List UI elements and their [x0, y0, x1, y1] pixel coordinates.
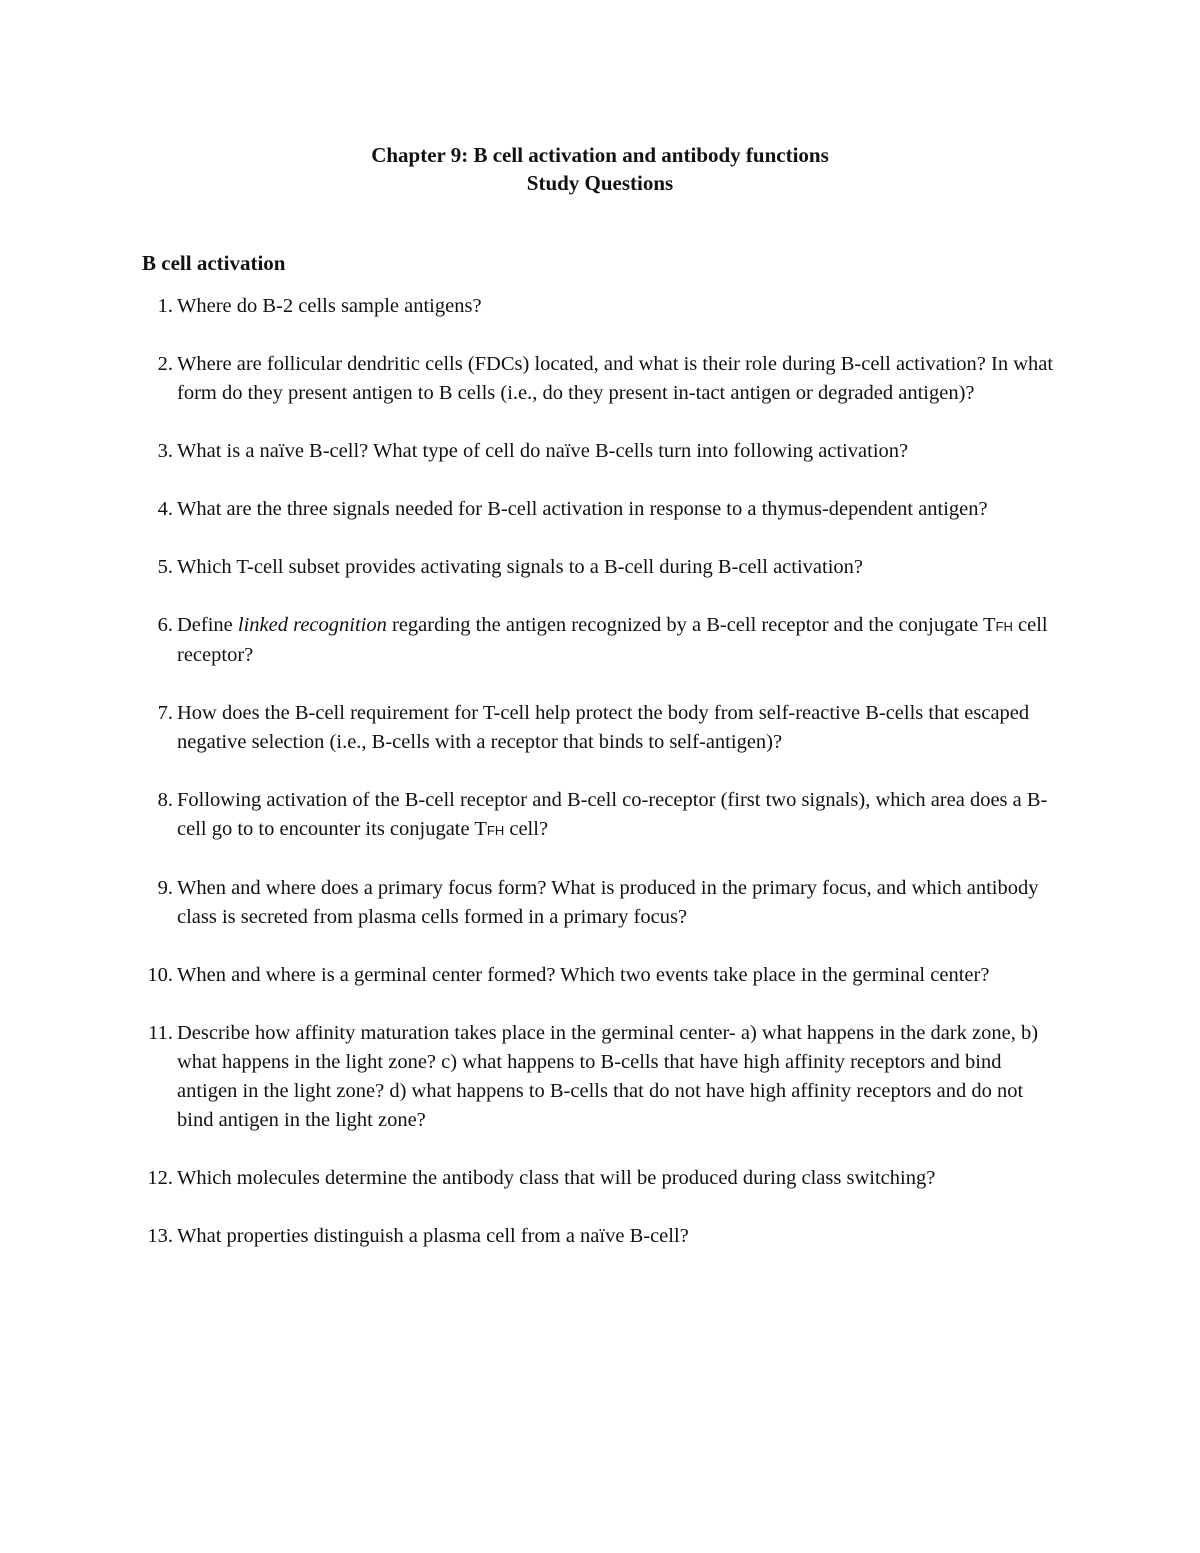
question-number: 2. [157, 353, 173, 375]
question-item [157, 874, 1057, 932]
question-number: 12. [147, 1167, 173, 1189]
question-text: Describe how affinity maturation takes place in the germinal center- a) what happens in the dark zone, b) what happens in the light zone? c) what happens to B-cells that have high affinity receptors and bind antigen in the light zone? d) what happens to B-cells that do not have high affinity receptors and do not bind antigen in the light zone? [177, 1022, 1039, 1131]
italic-term: linked recognition [237, 614, 387, 636]
question-text [177, 614, 1048, 666]
question-number: 10. [147, 964, 173, 986]
question-text: What are the three signals needed for B-cell activation in response to a thymus-dependent antigen? [177, 498, 988, 520]
question-item [157, 553, 1057, 582]
question-item [157, 437, 1057, 466]
document-title: Chapter 9: B cell activation and antibody functions [371, 143, 829, 167]
text-segment: Following activation of the B-cell receptor and B-cell co-receptor (first two signals), which area does a B-cell go to to encounter its conjugate T [177, 789, 1048, 840]
question-number: 1. [157, 295, 173, 317]
question-number: 3. [157, 440, 173, 462]
question-text [177, 789, 1047, 840]
question-number: 11. [148, 1022, 173, 1044]
subscript: FH [995, 619, 1013, 634]
question-number: 7. [157, 702, 173, 724]
question-number: 13. [147, 1225, 173, 1247]
document-subtitle: Study Questions [526, 171, 674, 195]
question-item [157, 495, 1057, 524]
question-item [157, 292, 1057, 321]
question-text: Which T-cell subset provides activating signals to a B-cell during B-cell activation? [177, 556, 863, 578]
question-item [147, 1164, 1057, 1193]
question-number: 4. [157, 498, 173, 520]
question-number: 6. [157, 614, 173, 636]
question-text: What is a naïve B-cell? What type of cell do naïve B-cells turn into following activation? [177, 440, 909, 462]
question-number: 5. [157, 556, 173, 578]
question-text: When and where is a germinal center formed? Which two events take place in the germinal center? [177, 964, 990, 986]
question-text: When and where does a primary focus form? What is produced in the primary focus, and which antibody class is secreted from plasma cells formed in a primary focus? [177, 877, 1039, 928]
question-item [157, 786, 1057, 845]
question-item [148, 1019, 1057, 1135]
question-item [147, 1222, 1057, 1251]
question-item [157, 350, 1057, 408]
question-text: Where do B-2 cells sample antigens? [177, 295, 482, 317]
question-number: 9. [157, 877, 173, 899]
question-list [0, 292, 1200, 1251]
text-segment: Define [177, 614, 238, 636]
question-item [147, 961, 1057, 990]
text-segment: cell? [504, 818, 549, 840]
text-segment: regarding the antigen recognized by a B-cell receptor and the conjugate T [386, 614, 996, 636]
subscript: FH [486, 823, 505, 838]
text-segment: cell receptor? [177, 614, 1048, 666]
title-block [0, 141, 1200, 197]
question-number: 8. [157, 789, 173, 811]
question-item [157, 699, 1057, 757]
section-heading: B cell activation [142, 251, 286, 275]
question-text: What properties distinguish a plasma cell from a naïve B-cell? [177, 1225, 689, 1247]
question-text: Where are follicular dendritic cells (FDCs) located, and what is their role during B-cell activation? In what form do they present antigen to B cells (i.e., do they present in-tact antigen or degraded antigen)? [177, 353, 1054, 404]
question-text: How does the B-cell requirement for T-cell help protect the body from self-reactive B-cells that escaped negative selection (i.e., B-cells with a receptor that binds to self-antigen)? [177, 702, 1030, 753]
question-text: Which molecules determine the antibody class that will be produced during class switching? [177, 1167, 936, 1189]
question-item [157, 611, 1057, 670]
